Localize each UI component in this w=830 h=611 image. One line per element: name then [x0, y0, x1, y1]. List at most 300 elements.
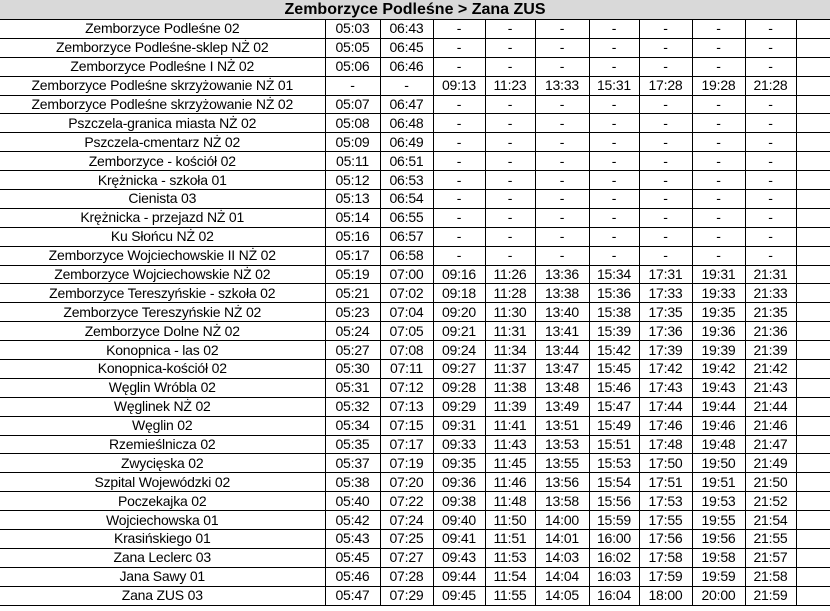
departure-time: 05:17: [325, 246, 380, 265]
departure-time: 05:13: [325, 190, 380, 209]
departure-time: 05:08: [325, 114, 380, 133]
timetable-row: [0, 586, 830, 605]
departure-time: 19:44: [692, 397, 745, 416]
departure-time: 15:39: [589, 322, 639, 341]
departure-time: 15:47: [589, 397, 639, 416]
departure-time: -: [589, 208, 639, 227]
departure-time: 06:47: [380, 95, 433, 114]
departure-time: 11:43: [485, 435, 535, 454]
timetable-row: [0, 548, 830, 567]
departure-time: 13:40: [535, 303, 589, 322]
stop-name: Zemborzyce Podleśne skrzyżowanie NŻ 02: [0, 95, 325, 114]
departure-time: -: [692, 133, 745, 152]
departure-time: 11:23: [485, 76, 535, 95]
departure-time: -: [535, 227, 589, 246]
departure-time: 19:56: [692, 530, 745, 549]
departure-time: 09:21: [433, 322, 485, 341]
stop-name: Zemborzyce Dolne NŻ 02: [0, 322, 325, 341]
stop-name: Zemborzyce Tereszyńskie - szkoła 02: [0, 284, 325, 303]
departure-time: -: [485, 208, 535, 227]
departure-time: 11:26: [485, 265, 535, 284]
departure-time: 09:38: [433, 492, 485, 511]
timetable-row: [0, 38, 830, 57]
departure-time: 05:35: [325, 435, 380, 454]
departure-time: -: [589, 133, 639, 152]
departure-time: -: [639, 227, 692, 246]
departure-time: 05:23: [325, 303, 380, 322]
departure-time: 11:39: [485, 397, 535, 416]
departure-time: 21:36: [745, 322, 796, 341]
departure-time: 11:38: [485, 378, 535, 397]
departure-time: -: [535, 190, 589, 209]
departure-time: 05:38: [325, 473, 380, 492]
departure-time: 17:50: [639, 454, 692, 473]
empty-cell: [796, 38, 830, 57]
departure-time: -: [589, 57, 639, 76]
timetable-row: [0, 397, 830, 416]
empty-cell: [796, 586, 830, 605]
departure-time: 13:55: [535, 454, 589, 473]
departure-time: -: [485, 114, 535, 133]
departure-time: -: [639, 57, 692, 76]
empty-cell: [796, 435, 830, 454]
departure-time: 11:28: [485, 284, 535, 303]
departure-time: 21:43: [745, 378, 796, 397]
departure-time: -: [433, 20, 485, 38]
departure-time: -: [745, 246, 796, 265]
departure-time: 05:14: [325, 208, 380, 227]
stop-name: Zemborzyce Wojciechowskie NŻ 02: [0, 265, 325, 284]
departure-time: -: [589, 227, 639, 246]
timetable-row: [0, 284, 830, 303]
departure-time: 07:00: [380, 265, 433, 284]
departure-time: 07:17: [380, 435, 433, 454]
departure-time: 05:31: [325, 378, 380, 397]
empty-cell: [796, 20, 830, 38]
departure-time: 09:24: [433, 341, 485, 360]
departure-time: 14:00: [535, 511, 589, 530]
departure-time: 11:30: [485, 303, 535, 322]
departure-time: 18:00: [639, 586, 692, 605]
departure-time: 13:33: [535, 76, 589, 95]
timetable-row: [0, 360, 830, 379]
timetable-row: [0, 473, 830, 492]
departure-time: -: [535, 133, 589, 152]
timetable-row: [0, 208, 830, 227]
departure-time: 15:38: [589, 303, 639, 322]
departure-time: 05:42: [325, 511, 380, 530]
timetable-row: [0, 303, 830, 322]
departure-time: -: [692, 208, 745, 227]
stop-name: Wojciechowska 01: [0, 511, 325, 530]
stop-name: Węglinek NŻ 02: [0, 397, 325, 416]
departure-time: -: [485, 133, 535, 152]
departure-time: -: [639, 95, 692, 114]
departure-time: 09:20: [433, 303, 485, 322]
departure-time: 13:48: [535, 378, 589, 397]
departure-time: 09:36: [433, 473, 485, 492]
departure-time: 15:54: [589, 473, 639, 492]
empty-cell: [796, 246, 830, 265]
departure-time: 15:31: [589, 76, 639, 95]
departure-time: 19:55: [692, 511, 745, 530]
departure-time: -: [535, 246, 589, 265]
departure-time: 07:05: [380, 322, 433, 341]
stop-name: Pszczela-cmentarz NŻ 02: [0, 133, 325, 152]
departure-time: -: [433, 114, 485, 133]
departure-time: 07:25: [380, 530, 433, 549]
empty-cell: [796, 473, 830, 492]
departure-time: 05:47: [325, 586, 380, 605]
stop-name: Ku Słońcu NŻ 02: [0, 227, 325, 246]
departure-time: 16:00: [589, 530, 639, 549]
departure-time: 09:33: [433, 435, 485, 454]
timetable-title: Zemborzyce Podleśne > Zana ZUS: [0, 0, 830, 20]
departure-time: 21:58: [745, 567, 796, 586]
departure-time: 21:46: [745, 416, 796, 435]
departure-time: 19:48: [692, 435, 745, 454]
departure-time: -: [639, 38, 692, 57]
departure-time: 21:47: [745, 435, 796, 454]
stop-name: Zana ZUS 03: [0, 586, 325, 605]
stop-name: Rzemieślnicza 02: [0, 435, 325, 454]
departure-time: 13:47: [535, 360, 589, 379]
departure-time: -: [745, 57, 796, 76]
departure-time: 05:40: [325, 492, 380, 511]
departure-time: 19:42: [692, 360, 745, 379]
departure-time: 21:33: [745, 284, 796, 303]
departure-time: -: [692, 114, 745, 133]
departure-time: 17:53: [639, 492, 692, 511]
departure-time: -: [535, 95, 589, 114]
stop-name: Cienista 03: [0, 190, 325, 209]
departure-time: 09:45: [433, 586, 485, 605]
departure-time: 09:28: [433, 378, 485, 397]
empty-cell: [796, 303, 830, 322]
empty-cell: [796, 152, 830, 171]
empty-cell: [796, 378, 830, 397]
departure-time: 11:41: [485, 416, 535, 435]
timetable-row: [0, 567, 830, 586]
timetable-row: [0, 378, 830, 397]
empty-cell: [796, 567, 830, 586]
empty-cell: [796, 208, 830, 227]
timetable-row: [0, 57, 830, 76]
stop-name: Zemborzyce - kościół 02: [0, 152, 325, 171]
departure-time: -: [745, 190, 796, 209]
departure-time: 05:32: [325, 397, 380, 416]
departure-time: -: [485, 227, 535, 246]
departure-time: -: [485, 38, 535, 57]
departure-time: -: [535, 57, 589, 76]
stop-name: Zwycięska 02: [0, 454, 325, 473]
departure-time: 21:31: [745, 265, 796, 284]
departure-time: 06:55: [380, 208, 433, 227]
departure-time: 05:16: [325, 227, 380, 246]
departure-time: 13:41: [535, 322, 589, 341]
departure-time: -: [433, 38, 485, 57]
departure-time: 13:49: [535, 397, 589, 416]
departure-time: 11:34: [485, 341, 535, 360]
departure-time: -: [745, 152, 796, 171]
departure-time: 11:55: [485, 586, 535, 605]
stop-name: Poczekajka 02: [0, 492, 325, 511]
departure-time: -: [433, 152, 485, 171]
departure-time: -: [433, 246, 485, 265]
departure-time: 05:03: [325, 20, 380, 38]
departure-time: -: [639, 114, 692, 133]
departure-time: 07:13: [380, 397, 433, 416]
departure-time: -: [639, 152, 692, 171]
departure-time: 21:55: [745, 530, 796, 549]
departure-time: -: [692, 20, 745, 38]
departure-time: 13:51: [535, 416, 589, 435]
departure-time: 15:45: [589, 360, 639, 379]
departure-time: 21:50: [745, 473, 796, 492]
departure-time: 19:43: [692, 378, 745, 397]
departure-time: 17:36: [639, 322, 692, 341]
empty-cell: [796, 341, 830, 360]
departure-time: 06:58: [380, 246, 433, 265]
departure-time: 06:57: [380, 227, 433, 246]
departure-time: -: [433, 95, 485, 114]
departure-time: 06:43: [380, 20, 433, 38]
departure-time: -: [639, 171, 692, 190]
departure-time: 19:36: [692, 322, 745, 341]
departure-time: -: [745, 133, 796, 152]
departure-time: 09:41: [433, 530, 485, 549]
stop-name: Zemborzyce Wojciechowskie II NŻ 02: [0, 246, 325, 265]
empty-cell: [796, 95, 830, 114]
timetable-row: [0, 190, 830, 209]
stop-name: Zemborzyce Podleśne 02: [0, 20, 325, 38]
stop-name: Krasińskiego 01: [0, 530, 325, 549]
departure-time: -: [535, 38, 589, 57]
departure-time: 17:46: [639, 416, 692, 435]
departure-time: -: [485, 171, 535, 190]
departure-time: 11:31: [485, 322, 535, 341]
departure-time: 21:44: [745, 397, 796, 416]
departure-time: 21:42: [745, 360, 796, 379]
departure-time: 09:43: [433, 548, 485, 567]
departure-time: 17:39: [639, 341, 692, 360]
departure-time: -: [485, 246, 535, 265]
stop-name: Węglin Wróbla 02: [0, 378, 325, 397]
departure-time: 16:02: [589, 548, 639, 567]
departure-time: -: [639, 246, 692, 265]
departure-time: 05:07: [325, 95, 380, 114]
departure-time: 15:59: [589, 511, 639, 530]
empty-cell: [796, 530, 830, 549]
departure-time: 19:35: [692, 303, 745, 322]
departure-time: -: [485, 20, 535, 38]
empty-cell: [796, 265, 830, 284]
departure-time: -: [433, 190, 485, 209]
departure-time: -: [745, 208, 796, 227]
departure-time: 07:11: [380, 360, 433, 379]
departure-time: 07:02: [380, 284, 433, 303]
departure-time: -: [485, 95, 535, 114]
departure-time: 14:05: [535, 586, 589, 605]
departure-time: 13:38: [535, 284, 589, 303]
departure-time: 09:35: [433, 454, 485, 473]
departure-time: -: [433, 171, 485, 190]
stop-name: Konopnica - las 02: [0, 341, 325, 360]
timetable-row: [0, 341, 830, 360]
departure-time: -: [639, 208, 692, 227]
stop-name: Krężnicka - szkoła 01: [0, 171, 325, 190]
departure-time: 05:46: [325, 567, 380, 586]
departure-time: 15:56: [589, 492, 639, 511]
departure-time: 07:04: [380, 303, 433, 322]
departure-time: 06:48: [380, 114, 433, 133]
departure-time: 15:53: [589, 454, 639, 473]
departure-time: 07:20: [380, 473, 433, 492]
departure-time: -: [692, 152, 745, 171]
empty-cell: [796, 76, 830, 95]
stop-name: Szpital Wojewódzki 02: [0, 473, 325, 492]
departure-time: 11:46: [485, 473, 535, 492]
departure-time: -: [433, 57, 485, 76]
departure-time: 07:12: [380, 378, 433, 397]
departure-time: 11:48: [485, 492, 535, 511]
departure-time: 19:58: [692, 548, 745, 567]
departure-time: 06:51: [380, 152, 433, 171]
departure-time: 06:54: [380, 190, 433, 209]
departure-time: 17:28: [639, 76, 692, 95]
departure-time: 17:59: [639, 567, 692, 586]
departure-time: -: [639, 20, 692, 38]
departure-time: 11:53: [485, 548, 535, 567]
departure-time: 16:03: [589, 567, 639, 586]
departure-time: 19:53: [692, 492, 745, 511]
departure-time: 05:21: [325, 284, 380, 303]
timetable-row: [0, 530, 830, 549]
departure-time: 19:31: [692, 265, 745, 284]
departure-time: 09:18: [433, 284, 485, 303]
departure-time: -: [535, 208, 589, 227]
departure-time: 17:33: [639, 284, 692, 303]
timetable-row: [0, 227, 830, 246]
timetable-row: [0, 114, 830, 133]
departure-time: 21:28: [745, 76, 796, 95]
empty-cell: [796, 190, 830, 209]
departure-time: 05:06: [325, 57, 380, 76]
departure-time: 17:51: [639, 473, 692, 492]
departure-time: 15:46: [589, 378, 639, 397]
stop-name: Krężnicka - przejazd NŻ 01: [0, 208, 325, 227]
departure-time: 09:44: [433, 567, 485, 586]
departure-time: 15:34: [589, 265, 639, 284]
departure-time: -: [639, 190, 692, 209]
departure-time: 21:54: [745, 511, 796, 530]
departure-time: 16:04: [589, 586, 639, 605]
empty-cell: [796, 416, 830, 435]
timetable-row: [0, 171, 830, 190]
departure-time: -: [485, 57, 535, 76]
departure-time: 21:59: [745, 586, 796, 605]
departure-time: -: [380, 76, 433, 95]
departure-time: 09:29: [433, 397, 485, 416]
departure-time: 17:43: [639, 378, 692, 397]
departure-time: -: [433, 133, 485, 152]
departure-time: 17:55: [639, 511, 692, 530]
stop-name: Zemborzyce Podleśne skrzyżowanie NŻ 01: [0, 76, 325, 95]
departure-time: 09:31: [433, 416, 485, 435]
departure-time: 05:34: [325, 416, 380, 435]
departure-time: -: [589, 114, 639, 133]
empty-cell: [796, 171, 830, 190]
departure-time: 21:35: [745, 303, 796, 322]
empty-cell: [796, 57, 830, 76]
stop-name: Jana Sawy 01: [0, 567, 325, 586]
departure-time: 15:36: [589, 284, 639, 303]
departure-time: 19:39: [692, 341, 745, 360]
timetable-row: [0, 265, 830, 284]
timetable-row: [0, 416, 830, 435]
departure-time: 17:48: [639, 435, 692, 454]
departure-time: 19:59: [692, 567, 745, 586]
departure-time: 09:27: [433, 360, 485, 379]
departure-time: -: [589, 95, 639, 114]
departure-time: 17:44: [639, 397, 692, 416]
departure-time: 11:37: [485, 360, 535, 379]
empty-cell: [796, 360, 830, 379]
timetable-row: [0, 492, 830, 511]
departure-time: -: [692, 57, 745, 76]
departure-time: 05:19: [325, 265, 380, 284]
departure-time: -: [535, 152, 589, 171]
departure-time: 21:49: [745, 454, 796, 473]
departure-time: 17:35: [639, 303, 692, 322]
departure-time: -: [485, 152, 535, 171]
departure-time: 14:01: [535, 530, 589, 549]
departure-time: 07:29: [380, 586, 433, 605]
departure-time: 05:05: [325, 38, 380, 57]
departure-time: -: [692, 227, 745, 246]
departure-time: -: [535, 114, 589, 133]
departure-time: 19:50: [692, 454, 745, 473]
departure-time: 21:39: [745, 341, 796, 360]
timetable-row: [0, 133, 830, 152]
departure-time: 07:22: [380, 492, 433, 511]
empty-cell: [796, 114, 830, 133]
departure-time: -: [692, 246, 745, 265]
departure-time: 07:15: [380, 416, 433, 435]
timetable-row: [0, 246, 830, 265]
timetable-grid: [0, 20, 830, 606]
departure-time: 07:24: [380, 511, 433, 530]
departure-time: -: [745, 171, 796, 190]
empty-cell: [796, 133, 830, 152]
empty-cell: [796, 511, 830, 530]
departure-time: 21:57: [745, 548, 796, 567]
departure-time: -: [639, 133, 692, 152]
departure-time: 14:03: [535, 548, 589, 567]
departure-time: -: [692, 190, 745, 209]
departure-time: 06:53: [380, 171, 433, 190]
timetable-row: [0, 435, 830, 454]
departure-time: 06:46: [380, 57, 433, 76]
departure-time: -: [745, 227, 796, 246]
departure-time: 17:42: [639, 360, 692, 379]
stop-name: Konopnica-kościół 02: [0, 360, 325, 379]
empty-cell: [796, 322, 830, 341]
departure-time: 17:31: [639, 265, 692, 284]
departure-time: 11:54: [485, 567, 535, 586]
departure-time: 05:45: [325, 548, 380, 567]
departure-time: 07:08: [380, 341, 433, 360]
